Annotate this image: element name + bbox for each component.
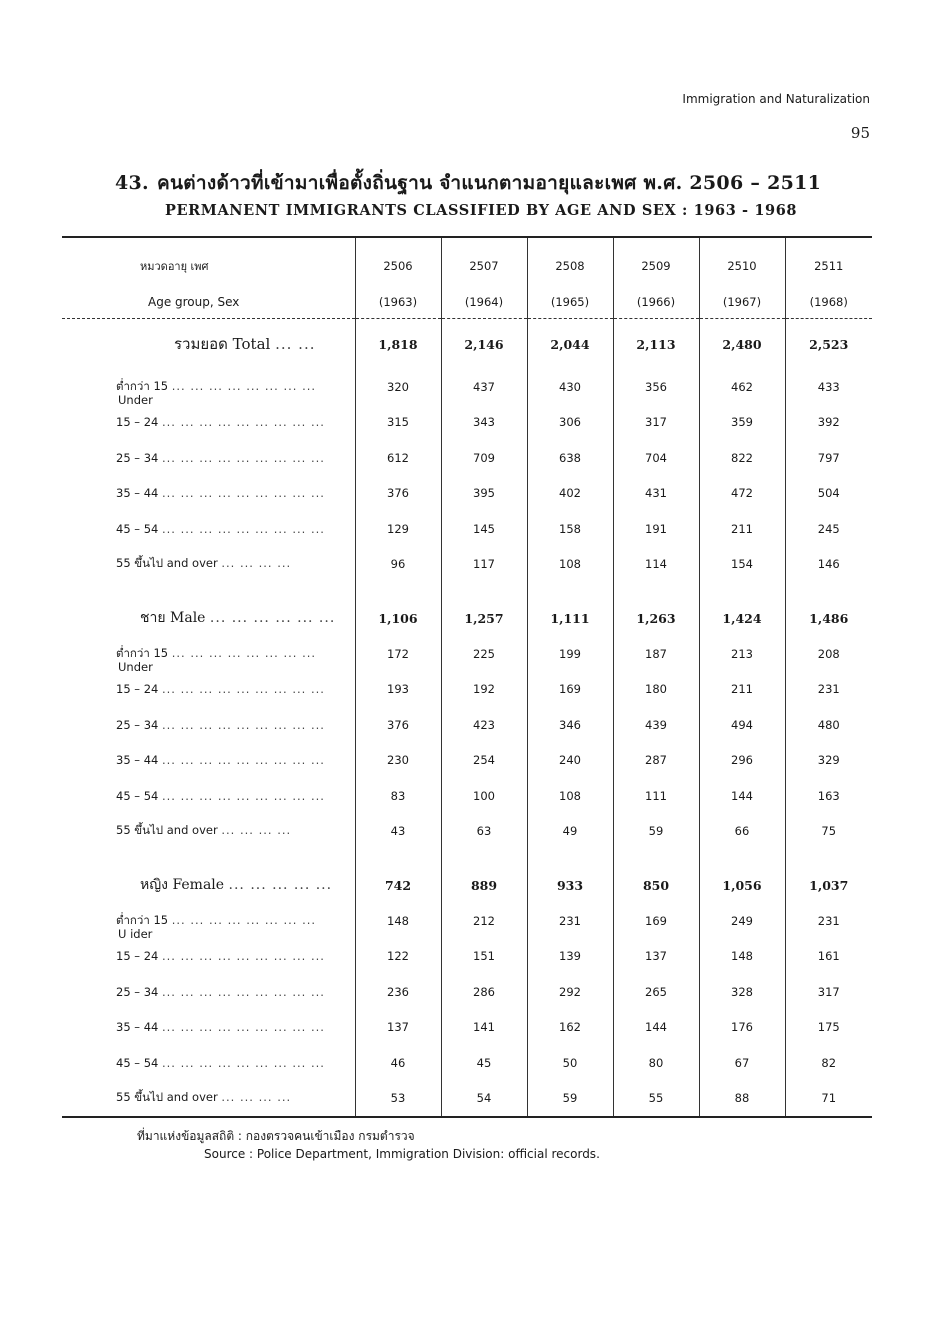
value-cell: 161 <box>785 939 872 975</box>
year-be: 2507 <box>441 237 527 286</box>
year-be: 2510 <box>699 237 785 286</box>
row-label <box>62 814 355 850</box>
value-cell: 376 <box>355 707 441 743</box>
value-cell: 709 <box>441 440 527 476</box>
year-be: 2508 <box>527 237 613 286</box>
group-label-text: รวมยอด Total <box>174 335 271 353</box>
row-label <box>62 778 355 814</box>
table-row <box>62 903 872 939</box>
value-cell: 162 <box>527 1010 613 1046</box>
value-cell: 158 <box>527 511 613 547</box>
value-cell: 146 <box>785 547 872 583</box>
age-label: 45 – 54 <box>116 788 159 803</box>
value-cell: 346 <box>527 707 613 743</box>
table-row <box>62 814 872 850</box>
leader-dots: ... ... ... ... ... ... ... ... ... <box>161 415 325 430</box>
value-cell: 704 <box>613 440 699 476</box>
row-label <box>62 1010 355 1046</box>
table-row <box>62 672 872 708</box>
value-cell: 395 <box>441 476 527 512</box>
group-row <box>62 867 872 903</box>
value-cell: 480 <box>785 707 872 743</box>
value-cell: 2,146 <box>441 319 527 370</box>
value-cell: 612 <box>355 440 441 476</box>
value-cell: 49 <box>527 814 613 850</box>
value-cell: 430 <box>527 369 613 405</box>
table-row <box>62 939 872 975</box>
leader-dots: ... ... ... ... ... ... ... ... ... <box>161 753 325 768</box>
value-cell: 169 <box>527 672 613 708</box>
value-cell: 392 <box>785 405 872 441</box>
value-cell: 151 <box>441 939 527 975</box>
value-cell: 402 <box>527 476 613 512</box>
age-label: 15 – 24 <box>116 415 159 430</box>
value-cell: 254 <box>441 743 527 779</box>
age-label: 15 – 24 <box>116 682 159 697</box>
value-cell: 83 <box>355 778 441 814</box>
value-cell: 292 <box>527 974 613 1010</box>
value-cell: 144 <box>699 778 785 814</box>
value-cell: 108 <box>527 778 613 814</box>
group-label-text: หญิง Female <box>140 877 225 893</box>
value-cell: 1,263 <box>613 600 699 636</box>
value-cell: 114 <box>613 547 699 583</box>
value-cell: 439 <box>613 707 699 743</box>
under-label: Under <box>118 393 153 405</box>
group-label <box>62 600 355 636</box>
row-label <box>62 440 355 476</box>
value-cell: 117 <box>441 547 527 583</box>
value-cell: 88 <box>699 1081 785 1118</box>
value-cell: 175 <box>785 1010 872 1046</box>
value-cell: 191 <box>613 511 699 547</box>
running-head: Immigration and Naturalization <box>682 92 870 106</box>
value-cell: 933 <box>527 867 613 903</box>
value-cell: 141 <box>441 1010 527 1046</box>
value-cell: 231 <box>785 903 872 939</box>
source-english: Source : Police Department, Immigration Division: official records. <box>204 1147 600 1161</box>
row-label <box>62 369 355 405</box>
row-label <box>62 707 355 743</box>
value-cell: 212 <box>441 903 527 939</box>
value-cell: 1,818 <box>355 319 441 370</box>
value-cell: 163 <box>785 778 872 814</box>
row-label <box>62 636 355 672</box>
value-cell: 45 <box>441 1045 527 1081</box>
leader-dots: ... ... ... ... ... ... ... ... ... <box>161 984 325 999</box>
table-row <box>62 743 872 779</box>
group-row <box>62 319 872 370</box>
table-row <box>62 974 872 1010</box>
value-cell: 172 <box>355 636 441 672</box>
value-cell: 50 <box>527 1045 613 1081</box>
value-cell: 306 <box>527 405 613 441</box>
value-cell: 638 <box>527 440 613 476</box>
value-cell: 213 <box>699 636 785 672</box>
value-cell: 236 <box>355 974 441 1010</box>
value-cell: 145 <box>441 511 527 547</box>
table-title <box>60 168 880 219</box>
value-cell: 1,056 <box>699 867 785 903</box>
title-thai <box>60 168 880 198</box>
age-label: 45 – 54 <box>116 521 159 536</box>
year-be: 2506 <box>355 237 441 286</box>
value-cell: 66 <box>699 814 785 850</box>
leader-dots: ... ... ... ... <box>221 556 292 571</box>
value-cell: 359 <box>699 405 785 441</box>
age-label: 35 – 44 <box>116 753 159 768</box>
value-cell: 54 <box>441 1081 527 1118</box>
row-label <box>62 476 355 512</box>
page-number: 95 <box>850 124 870 142</box>
value-cell: 225 <box>441 636 527 672</box>
group-row <box>62 600 872 636</box>
leader-dots: ... ... ... ... <box>221 823 292 838</box>
leader-dots: ... ... ... ... ... ... ... ... ... <box>161 682 325 697</box>
table-row <box>62 1045 872 1081</box>
age-label: 55 ขึ้นไป and over <box>116 556 218 571</box>
table-body <box>62 319 872 1118</box>
year-ce: (1964) <box>441 286 527 319</box>
value-cell: 317 <box>613 405 699 441</box>
leader-dots: ... ... ... ... ... ... ... ... ... <box>161 1055 325 1070</box>
group-label-text: ชาย Male <box>140 610 206 626</box>
leader-dots: ... ... ... ... ... ... ... ... ... <box>161 486 325 501</box>
value-cell: 148 <box>355 903 441 939</box>
value-cell: 75 <box>785 814 872 850</box>
value-cell: 317 <box>785 974 872 1010</box>
value-cell: 139 <box>527 939 613 975</box>
group-label <box>62 867 355 903</box>
title-english: PERMANENT IMMIGRANTS CLASSIFIED BY AGE AND SEX : 1963 - 1968 <box>165 202 798 219</box>
value-cell: 343 <box>441 405 527 441</box>
year-ce: (1968) <box>785 286 872 319</box>
value-cell: 169 <box>613 903 699 939</box>
spacer-row <box>62 582 872 600</box>
header-row-be <box>62 237 872 286</box>
value-cell: 43 <box>355 814 441 850</box>
value-cell: 2,480 <box>699 319 785 370</box>
age-label: 35 – 44 <box>116 1020 159 1035</box>
value-cell: 154 <box>699 547 785 583</box>
age-label: 25 – 34 <box>116 450 159 465</box>
leader-dots: ... ... ... ... ... ... ... ... <box>171 645 317 660</box>
value-cell: 850 <box>613 867 699 903</box>
row-label <box>62 547 355 583</box>
value-cell: 108 <box>527 547 613 583</box>
leader-dots: ... ... ... ... ... ... ... ... ... <box>161 788 325 803</box>
row-label <box>62 743 355 779</box>
value-cell: 265 <box>613 974 699 1010</box>
year-ce: (1967) <box>699 286 785 319</box>
age-label: 25 – 34 <box>116 984 159 999</box>
group-label <box>62 319 355 370</box>
value-cell: 144 <box>613 1010 699 1046</box>
value-cell: 1,257 <box>441 600 527 636</box>
value-cell: 797 <box>785 440 872 476</box>
table-row <box>62 636 872 672</box>
year-ce: (1963) <box>355 286 441 319</box>
immigrants-table <box>62 236 872 1118</box>
value-cell: 231 <box>785 672 872 708</box>
value-cell: 245 <box>785 511 872 547</box>
value-cell: 231 <box>527 903 613 939</box>
value-cell: 2,523 <box>785 319 872 370</box>
leader-dots: ... ... ... ... ... ... ... ... ... <box>161 450 325 465</box>
value-cell: 192 <box>441 672 527 708</box>
value-cell: 462 <box>699 369 785 405</box>
value-cell: 137 <box>613 939 699 975</box>
value-cell: 1,037 <box>785 867 872 903</box>
value-cell: 433 <box>785 369 872 405</box>
leader-dots: ... ... ... ... ... <box>228 877 333 893</box>
year-ce: (1966) <box>613 286 699 319</box>
value-cell: 100 <box>441 778 527 814</box>
value-cell: 423 <box>441 707 527 743</box>
age-label: ต่ำกว่า 15 <box>116 912 169 927</box>
value-cell: 296 <box>699 743 785 779</box>
stub-header-thai: หมวดอายุ เพศ <box>140 260 209 273</box>
leader-dots: ... ... ... ... <box>221 1090 292 1105</box>
table-number: 43. <box>115 172 149 194</box>
leader-dots: ... ... ... ... ... ... ... ... ... <box>161 521 325 536</box>
value-cell: 249 <box>699 903 785 939</box>
value-cell: 208 <box>785 636 872 672</box>
value-cell: 137 <box>355 1010 441 1046</box>
leader-dots: ... ... ... ... ... ... ... ... ... <box>161 717 325 732</box>
value-cell: 148 <box>699 939 785 975</box>
leader-dots: ... ... ... ... ... ... ... ... ... <box>161 949 325 964</box>
leader-dots: ... ... ... ... ... ... ... ... <box>171 912 317 927</box>
under-label: U ider <box>118 927 153 939</box>
table-row <box>62 547 872 583</box>
value-cell: 59 <box>613 814 699 850</box>
table-row <box>62 369 872 405</box>
value-cell: 1,424 <box>699 600 785 636</box>
table-row <box>62 1010 872 1046</box>
row-label <box>62 1081 355 1118</box>
value-cell: 2,044 <box>527 319 613 370</box>
value-cell: 437 <box>441 369 527 405</box>
stub-header-english: Age group, Sex <box>62 286 355 319</box>
table-row <box>62 405 872 441</box>
value-cell: 1,106 <box>355 600 441 636</box>
under-label: Under <box>118 660 153 672</box>
row-label <box>62 1045 355 1081</box>
value-cell: 180 <box>613 672 699 708</box>
value-cell: 211 <box>699 511 785 547</box>
row-label <box>62 405 355 441</box>
value-cell: 889 <box>441 867 527 903</box>
leader-dots: ... ... ... ... ... ... ... ... <box>171 378 317 393</box>
age-label: 55 ขึ้นไป and over <box>116 1090 218 1105</box>
value-cell: 96 <box>355 547 441 583</box>
age-label: 25 – 34 <box>116 717 159 732</box>
value-cell: 199 <box>527 636 613 672</box>
value-cell: 53 <box>355 1081 441 1118</box>
value-cell: 315 <box>355 405 441 441</box>
value-cell: 742 <box>355 867 441 903</box>
value-cell: 504 <box>785 476 872 512</box>
source-thai: ที่มาแห่งข้อมูลสถิติ : กองตรวจคนเข้าเมือง กรมตำรวจ <box>137 1129 415 1143</box>
age-label: ต่ำกว่า 15 <box>116 378 169 393</box>
value-cell: 63 <box>441 814 527 850</box>
value-cell: 46 <box>355 1045 441 1081</box>
value-cell: 328 <box>699 974 785 1010</box>
table-row <box>62 440 872 476</box>
value-cell: 71 <box>785 1081 872 1118</box>
table-row <box>62 511 872 547</box>
header-row-ce <box>62 286 872 319</box>
leader-dots: ... ... ... ... ... ... <box>209 610 336 626</box>
value-cell: 822 <box>699 440 785 476</box>
value-cell: 59 <box>527 1081 613 1118</box>
value-cell: 240 <box>527 743 613 779</box>
value-cell: 129 <box>355 511 441 547</box>
age-label: 15 – 24 <box>116 949 159 964</box>
value-cell: 287 <box>613 743 699 779</box>
value-cell: 376 <box>355 476 441 512</box>
value-cell: 2,113 <box>613 319 699 370</box>
value-cell: 230 <box>355 743 441 779</box>
age-label: 35 – 44 <box>116 486 159 501</box>
age-label: 55 ขึ้นไป and over <box>116 823 218 838</box>
value-cell: 193 <box>355 672 441 708</box>
value-cell: 472 <box>699 476 785 512</box>
value-cell: 67 <box>699 1045 785 1081</box>
row-label <box>62 672 355 708</box>
leader-dots: ... ... <box>275 335 316 353</box>
table-row <box>62 707 872 743</box>
year-be: 2509 <box>613 237 699 286</box>
value-cell: 187 <box>613 636 699 672</box>
spacer-row <box>62 849 872 867</box>
row-label <box>62 511 355 547</box>
value-cell: 122 <box>355 939 441 975</box>
value-cell: 286 <box>441 974 527 1010</box>
year-ce: (1965) <box>527 286 613 319</box>
value-cell: 80 <box>613 1045 699 1081</box>
table-row <box>62 1081 872 1118</box>
table-row <box>62 778 872 814</box>
row-label <box>62 939 355 975</box>
value-cell: 431 <box>613 476 699 512</box>
table-row <box>62 476 872 512</box>
row-label <box>62 903 355 939</box>
value-cell: 1,111 <box>527 600 613 636</box>
value-cell: 211 <box>699 672 785 708</box>
value-cell: 82 <box>785 1045 872 1081</box>
value-cell: 320 <box>355 369 441 405</box>
value-cell: 176 <box>699 1010 785 1046</box>
leader-dots: ... ... ... ... ... ... ... ... ... <box>161 1020 325 1035</box>
title-thai-text: คนต่างด้าวที่เข้ามาเพื่อตั้งถิ่นฐาน จำแนกตามอายุและเพศ พ.ศ. 2506 – 2511 <box>156 172 822 194</box>
year-be: 2511 <box>785 237 872 286</box>
value-cell: 55 <box>613 1081 699 1118</box>
age-label: 45 – 54 <box>116 1055 159 1070</box>
value-cell: 356 <box>613 369 699 405</box>
value-cell: 494 <box>699 707 785 743</box>
age-label: ต่ำกว่า 15 <box>116 645 169 660</box>
value-cell: 329 <box>785 743 872 779</box>
row-label <box>62 974 355 1010</box>
value-cell: 111 <box>613 778 699 814</box>
value-cell: 1,486 <box>785 600 872 636</box>
